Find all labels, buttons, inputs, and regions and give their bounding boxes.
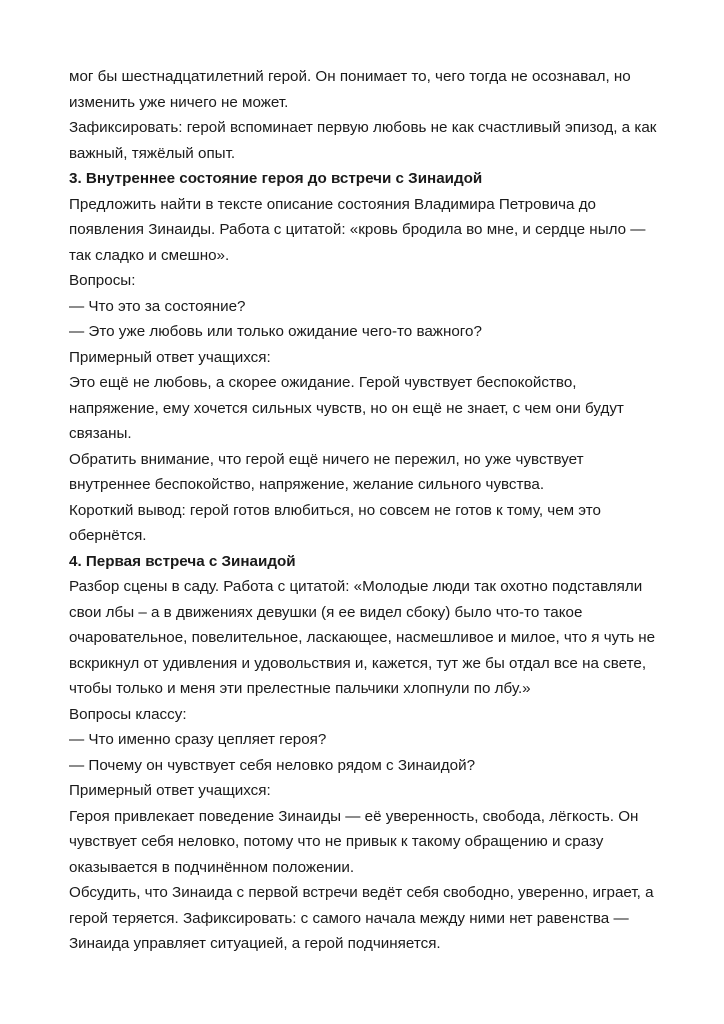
text-line: Короткий вывод: герой готов влюбиться, но совсем не готов к тому, чем это [69,501,601,519]
text-line: изменить уже ничего не может. [69,93,289,111]
text-line: Вопросы классу: [69,705,187,723]
text-line: Зафиксировать: герой вспоминает первую любовь не как счастливый эпизод, а как [69,119,657,136]
text-line: обернётся. [69,527,147,544]
text-line: Зинаида управляет ситуацией, а герой подчиняется. [69,935,441,952]
text-line: появления Зинаиды. Работа с цитатой: «кровь бродила во мне, и сердце ныло — [69,221,646,238]
text-line: — Что именно сразу цепляет героя? [69,731,327,748]
text-line: герой теряется. Зафиксировать: с самого начала между ними нет равенства — [69,909,629,927]
text-line: Обратить внимание, что герой ещё ничего не пережил, но уже чувствует [69,450,584,468]
text-line: внутреннее беспокойство, напряжение, желание сильного чувства. [69,476,545,493]
text-line: Это ещё не любовь, а скорее ожидание. Герой чувствует беспокойство, [69,374,577,391]
text-line: вскрикнул от удивления и удовольствия и, кажется, тут же бы отдал все на свете, [69,654,647,672]
text-line: свои лбы – а в движениях девушки (я ее видел сбоку) было что-то такое [69,603,583,621]
section-heading: 3. Внутреннее состояние героя до встречи с Зинаидой [69,170,483,187]
text-line: — Что это за состояние? [69,297,246,315]
text-line: чтобы только и меня эти прелестные пальчики хлопнули по лбу.» [69,680,531,697]
text-line: Вопросы: [69,272,136,289]
text-line: так сладко и смешно». [69,246,230,264]
text-line: чувствует себя неловко, потому что не привык к такому обращению и сразу [69,833,604,850]
text-line: — Почему он чувствует себя неловко рядом с Зинаидой? [69,756,476,774]
text-line: Обсудить, что Зинаида с первой встречи ведёт себя свободно, уверенно, играет, а [69,884,654,901]
text-line: Примерный ответ учащихся: [69,348,271,366]
text-line: важный, тяжёлый опыт. [69,144,236,162]
text-line: мог бы шестнадцатилетний герой. Он понимает то, чего тогда не осознавал, но [69,68,631,85]
text-line: связаны. [69,425,132,442]
text-line: оказывается в подчинённом положении. [69,858,355,876]
text-line: Примерный ответ учащихся: [69,782,271,799]
document-page [69,64,669,957]
text-line: — Это уже любовь или только ожидание чего-то важного? [69,323,482,340]
section-heading: 4. Первая встреча с Зинаидой [69,552,296,570]
text-line: Разбор сцены в саду. Работа с цитатой: «Молодые люди так охотно подставляли [69,578,643,595]
text-line: очаровательное, повелительное, ласкающее, насмешливое и милое, что я чуть не [69,629,656,646]
text-line: Героя привлекает поведение Зинаиды — её уверенность, свобода, лёгкость. Он [69,807,639,825]
text-line: напряжение, ему хочется сильных чувств, но он ещё не знает, с чем они будут [69,399,624,417]
text-line: Предложить найти в тексте описание состояния Владимира Петровича до [69,195,597,213]
